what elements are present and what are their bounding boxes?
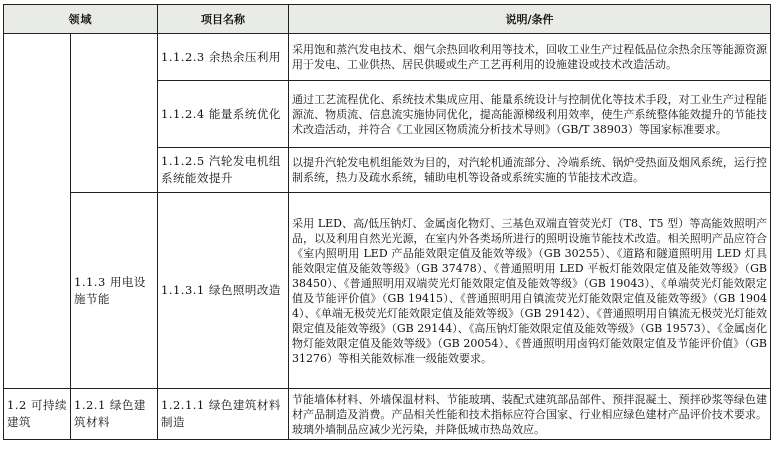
header-project-name: 项目名称 xyxy=(158,5,289,34)
header-domain: 领域 xyxy=(4,5,158,34)
table-row xyxy=(4,193,771,389)
level1-cell: 1.2 可持续建筑 xyxy=(4,389,71,440)
level2-cell: 1.2.1 绿色建筑材料 xyxy=(71,389,158,440)
description-cell: 采用 LED、高/低压钠灯、金属卤化物灯、三基色双端直管荧光灯（T8、T5 型）等高能效照明产品，以及利用自然光光源，在室内外各类场所进行的照明设施节能技术改造。相关照明产品应符合《室内照明用 LED 产品能效限定值及能效等级》（GB 30255）、《道路和隧道照明用 LED 灯具能效限定值及能效等级》（GB 37478）、《普通照明用 LED 平板灯能效限定值及能效等级》（GB 38450）、《普通照明用双端荧光灯能效限定值及能效等级》（GB 19043）、《单端荧光灯能效限定值及节能评价值》（GB 19415）、《普通照明用自镇流荧光灯能效限定值及能效等级》（GB 19044）、《单端无极荧光灯能效限定值及能效等级》（GB 29142）、《普通照明用自镇流无极荧光灯能效限定值及能效等级》（GB 29144）、《高压钠灯能效限定值及能效等级》（GB 19573）、《金属卤化物灯能效限定值及能效等级》（GB 20054）、《普通照明用卤钨灯能效限定值及节能评价值》（GB 31276）等相关能效标准一级能效要求。 xyxy=(289,193,771,389)
level2-cell xyxy=(71,34,158,193)
table-row xyxy=(4,389,771,440)
description-cell: 采用饱和蒸汽发电技术、烟气余热回收利用等技术，回收工业生产过程低品位余热余压等能源资源用于发电、工业供热、居民供暖或生产工艺再利用的设施建设或技术改造活动。 xyxy=(289,34,771,81)
description-cell: 通过工艺流程优化、系统技术集成应用、能量系统设计与控制优化等技术手段，对工业生产过程能源流、物质流、信息流实施协同优化，提高能源梯级利用效率，使生产系统整体能效提升的节能技术改造活动，并符合《工业园区物质流分析技术导则》（GB/T 38903）等国家标准要求。 xyxy=(289,81,771,148)
description-cell: 以提升汽轮发电机组能效为目的，对汽轮机通流部分、冷端系统、锅炉受热面及烟风系统，运行控制系统，热力及疏水系统，辅助电机等设备或系统实施的节能技术改造。 xyxy=(289,148,771,193)
table-row xyxy=(4,34,771,81)
level3-cell: 1.1.3.1 绿色照明改造 xyxy=(158,193,289,389)
project-catalog-table xyxy=(3,4,771,440)
header-description: 说明/条件 xyxy=(289,5,771,34)
level2-cell: 1.1.3 用电设施节能 xyxy=(71,193,158,389)
level3-cell: 1.2.1.1 绿色建筑材料制造 xyxy=(158,389,289,440)
level3-cell: 1.1.2.3 余热余压利用 xyxy=(158,34,289,81)
level3-cell: 1.1.2.4 能量系统优化 xyxy=(158,81,289,148)
level1-cell xyxy=(4,34,71,389)
description-cell: 节能墙体材料、外墙保温材料、节能玻璃、装配式建筑部品部件、预拌混凝土、预拌砂浆等绿色建材产品制造及消费。产品相关性能和技术指标应符合国家、行业相应绿色建材产品评价技术要求。玻璃外墙制品应减少光污染，并降低城市热岛效应。 xyxy=(289,389,771,440)
table-header-row xyxy=(4,5,771,34)
level3-cell: 1.1.2.5 汽轮发电机组系统能效提升 xyxy=(158,148,289,193)
